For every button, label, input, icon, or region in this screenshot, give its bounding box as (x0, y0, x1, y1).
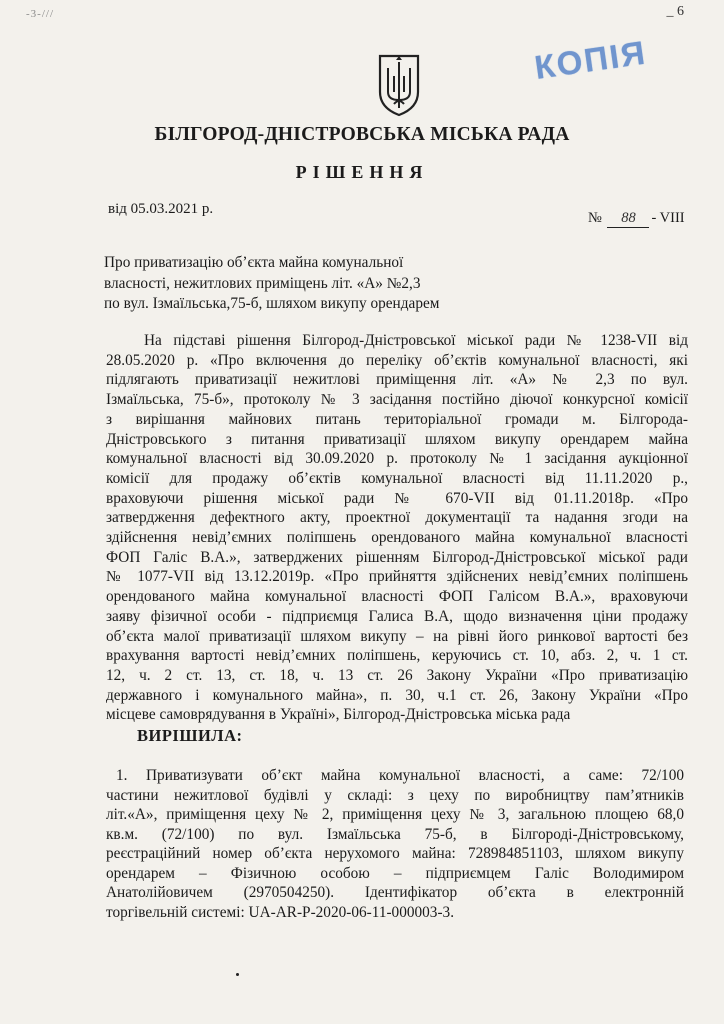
number-suffix: - VIII (651, 210, 685, 226)
body-line: здійснення невід’ємних поліпшень орендованого майна комунальної власності (106, 529, 688, 547)
subject-line: Про приватизацію об’єкта майна комунальної (104, 254, 404, 271)
body-line: з вирішання майнових питань територіальної громади м. Білгорода- (106, 410, 688, 428)
decision-subject (104, 253, 439, 315)
item-line: літ.«А», приміщення цеху № 2, приміщення цеху № 3, загальною площею 68,0 (106, 806, 684, 823)
corner-mark-left: -3-/// (26, 8, 54, 20)
item-line: кв.м. (72/100) по вул. Ізмаїльська 75-б, в Білгороді-Дністровському, (106, 825, 684, 843)
item-line: Анатолійовичем (2970504250). Ідентифікатор об’єкта в електронній (106, 884, 684, 901)
body-line: 28.05.2020 р. «Про включення до переліку об’єктів комунальної власності, які (106, 351, 688, 369)
body-line: місцеве самоврядування в Україні», Білгород-Дністровська міська рада (106, 706, 571, 724)
body-line: об’єкта малої приватизації шляхом викупу – на рівні його ринкової вартості без (106, 627, 688, 645)
body-line: заяву фізичної особи - підприємця Галиса В.А, щодо визначення ціни продажу (106, 607, 688, 625)
item-line: орендарем – Фізичною особою – підприємцем Галіс Володимиром (106, 864, 684, 882)
item-line: частини нежитлової будівлі у складі: з цеху по виробництву пам’ятників (106, 786, 684, 804)
item-line: реєстраційний номер об’єкта нерухомого майна: 728984851103, шляхом викупу (106, 845, 684, 862)
decision-number (588, 210, 685, 228)
body-line: комунальної власності від 30.09.2020 р. протоколу № 1 засідання аукціонної (106, 450, 688, 468)
decision-date: від 05.03.2021 р. (108, 201, 214, 217)
resolved-heading: ВИРІШИЛА: (137, 726, 243, 745)
body-line: підлягають приватизації нежитлові приміщення літ. «А» № 2,3 по вул. (106, 371, 688, 389)
document-type: РІШЕННЯ (295, 162, 429, 182)
council-name: БІЛГОРОД-ДНІСТРОВСЬКА МІСЬКА РАДА (154, 124, 570, 145)
item-line: 1. Приватизувати об’єкт майна комунальної власності, а саме: 72/100 (116, 767, 684, 784)
body-line: державного і комунального майна», п. 30, ч.1 ст. 26, Закону України «Про (106, 686, 688, 704)
number-handwritten: 88 (607, 210, 649, 228)
subject-line: по вул. Ізмаїльська,75-б, шляхом викупу орендарем (104, 295, 440, 312)
ink-dot (236, 973, 239, 976)
coat-of-arms-icon (376, 52, 422, 118)
body-line: враховуючи рішення міської ради № 670-VII від 01.11.2018р. «Про (106, 489, 688, 507)
body-line: врахування вартості невід’ємних поліпшень, керуючись ст. 10, абз. 2, ч. 1 ст. (106, 647, 688, 665)
body-line: № 1077-VII від 13.12.2019р. «Про прийняття здійснених невід’ємних поліпшень (106, 568, 688, 586)
body-line: орендованого майна комунальної власності ФОП Галісом В.А.», враховуючи (106, 588, 688, 606)
corner-mark-right: _ 6 (666, 4, 684, 19)
body-line: На підставі рішення Білгород-Дністровської міської ради № 1238-VII від (144, 332, 688, 349)
number-prefix: № (588, 210, 602, 226)
preamble-paragraph (106, 331, 688, 725)
resolution-item-1 (106, 766, 684, 922)
body-line: Ізмаїльська, 75-б», протоколу № 3 засідання постійно діючої конкурсної комісії (106, 391, 688, 409)
body-line: ФОП Галіс В.А.», затверджених рішенням Білгород-Дністровської міської ради (106, 548, 688, 566)
body-line: 12, ч. 2 ст. 13, ст. 18, ч. 13 ст. 26 Закону України «Про приватизацію (106, 666, 688, 684)
subject-line: власності, нежитлових приміщень літ. «А» №2,3 (104, 274, 421, 292)
body-line: комісії для продажу об’єктів комунальної власності від 11.11.2020 р., (106, 469, 688, 487)
copy-stamp: КОПІЯ (532, 33, 649, 86)
body-line: затвердження дефектного акту, проектної документації та надання згоди на (106, 509, 688, 527)
body-line: Дністровського з питання приватизації шляхом викупу орендарем майна (106, 430, 688, 448)
item-line: торгівельній системі: UA-AR-P-2020-06-11-000003-3. (106, 903, 455, 921)
